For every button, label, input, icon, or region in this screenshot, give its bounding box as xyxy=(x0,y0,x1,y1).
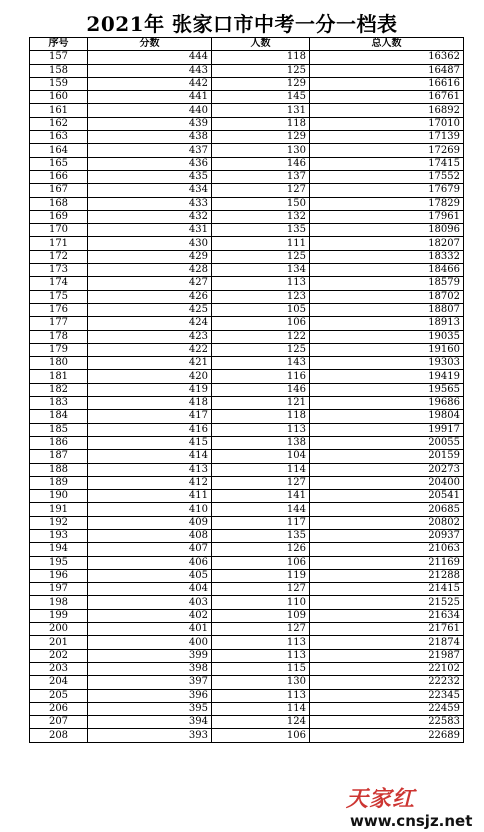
cell-seq: 185 xyxy=(30,423,88,436)
table-row xyxy=(30,543,464,556)
cell-score: 432 xyxy=(88,210,212,223)
cell-seq: 162 xyxy=(30,117,88,130)
cell-seq: 178 xyxy=(30,330,88,343)
table-row xyxy=(30,91,464,104)
cell-total: 17269 xyxy=(310,144,464,157)
cell-total: 16487 xyxy=(310,64,464,77)
header-score: 分数 xyxy=(88,38,212,51)
table-header xyxy=(30,38,464,51)
cell-seq: 168 xyxy=(30,197,88,210)
cell-total: 18807 xyxy=(310,303,464,316)
cell-total: 18207 xyxy=(310,237,464,250)
table-row xyxy=(30,237,464,250)
cell-score: 435 xyxy=(88,170,212,183)
cell-count: 122 xyxy=(212,330,310,343)
cell-count: 106 xyxy=(212,729,310,742)
table-row xyxy=(30,357,464,370)
cell-seq: 183 xyxy=(30,397,88,410)
cell-seq: 188 xyxy=(30,463,88,476)
table-row xyxy=(30,649,464,662)
cell-count: 129 xyxy=(212,77,310,90)
table-body xyxy=(30,51,464,742)
table-row xyxy=(30,476,464,489)
cell-score: 394 xyxy=(88,716,212,729)
cell-total: 17010 xyxy=(310,117,464,130)
cell-count: 104 xyxy=(212,450,310,463)
header-total: 总人数 xyxy=(310,38,464,51)
cell-total: 17552 xyxy=(310,170,464,183)
cell-count: 123 xyxy=(212,290,310,303)
table-row xyxy=(30,450,464,463)
cell-total: 19686 xyxy=(310,397,464,410)
cell-seq: 184 xyxy=(30,410,88,423)
cell-seq: 202 xyxy=(30,649,88,662)
table-row xyxy=(30,676,464,689)
cell-total: 17829 xyxy=(310,197,464,210)
score-table xyxy=(29,37,464,743)
cell-score: 426 xyxy=(88,290,212,303)
cell-count: 125 xyxy=(212,250,310,263)
cell-total: 22459 xyxy=(310,702,464,715)
cell-seq: 164 xyxy=(30,144,88,157)
table-row xyxy=(30,104,464,117)
table-row xyxy=(30,556,464,569)
cell-total: 20273 xyxy=(310,463,464,476)
cell-total: 19565 xyxy=(310,383,464,396)
table-row xyxy=(30,503,464,516)
table-row xyxy=(30,609,464,622)
cell-score: 396 xyxy=(88,689,212,702)
cell-total: 18096 xyxy=(310,224,464,237)
cell-count: 117 xyxy=(212,516,310,529)
cell-score: 440 xyxy=(88,104,212,117)
cell-total: 21874 xyxy=(310,636,464,649)
cell-seq: 181 xyxy=(30,370,88,383)
cell-score: 407 xyxy=(88,543,212,556)
cell-score: 433 xyxy=(88,197,212,210)
cell-count: 118 xyxy=(212,51,310,64)
cell-score: 443 xyxy=(88,64,212,77)
cell-count: 144 xyxy=(212,503,310,516)
cell-count: 137 xyxy=(212,170,310,183)
cell-score: 403 xyxy=(88,596,212,609)
cell-seq: 204 xyxy=(30,676,88,689)
cell-total: 20400 xyxy=(310,476,464,489)
cell-count: 145 xyxy=(212,91,310,104)
table-row xyxy=(30,529,464,542)
cell-total: 22345 xyxy=(310,689,464,702)
table-row xyxy=(30,596,464,609)
cell-seq: 189 xyxy=(30,476,88,489)
cell-seq: 200 xyxy=(30,623,88,636)
cell-seq: 194 xyxy=(30,543,88,556)
cell-seq: 192 xyxy=(30,516,88,529)
cell-total: 20685 xyxy=(310,503,464,516)
cell-count: 121 xyxy=(212,397,310,410)
cell-score: 421 xyxy=(88,357,212,370)
cell-score: 420 xyxy=(88,370,212,383)
cell-count: 130 xyxy=(212,676,310,689)
table-row xyxy=(30,157,464,170)
cell-score: 418 xyxy=(88,397,212,410)
cell-total: 20055 xyxy=(310,436,464,449)
table-row xyxy=(30,277,464,290)
cell-score: 419 xyxy=(88,383,212,396)
cell-score: 397 xyxy=(88,676,212,689)
cell-count: 113 xyxy=(212,689,310,702)
cell-score: 434 xyxy=(88,184,212,197)
cell-count: 110 xyxy=(212,596,310,609)
cell-score: 404 xyxy=(88,583,212,596)
cell-score: 411 xyxy=(88,490,212,503)
cell-count: 106 xyxy=(212,317,310,330)
cell-score: 400 xyxy=(88,636,212,649)
header-count: 人数 xyxy=(212,38,310,51)
table-row xyxy=(30,264,464,277)
cell-seq: 158 xyxy=(30,64,88,77)
table-row xyxy=(30,184,464,197)
cell-score: 431 xyxy=(88,224,212,237)
cell-seq: 201 xyxy=(30,636,88,649)
cell-total: 18466 xyxy=(310,264,464,277)
cell-total: 16362 xyxy=(310,51,464,64)
cell-total: 22232 xyxy=(310,676,464,689)
cell-seq: 203 xyxy=(30,662,88,675)
cell-score: 438 xyxy=(88,131,212,144)
cell-seq: 198 xyxy=(30,596,88,609)
table-row xyxy=(30,131,464,144)
cell-count: 124 xyxy=(212,716,310,729)
cell-total: 19303 xyxy=(310,357,464,370)
cell-score: 422 xyxy=(88,343,212,356)
table-row xyxy=(30,583,464,596)
cell-total: 20541 xyxy=(310,490,464,503)
cell-seq: 205 xyxy=(30,689,88,702)
cell-score: 423 xyxy=(88,330,212,343)
cell-total: 21634 xyxy=(310,609,464,622)
cell-seq: 195 xyxy=(30,556,88,569)
cell-count: 119 xyxy=(212,569,310,582)
table-row xyxy=(30,170,464,183)
cell-score: 409 xyxy=(88,516,212,529)
table-row xyxy=(30,636,464,649)
cell-score: 398 xyxy=(88,662,212,675)
table-row xyxy=(30,330,464,343)
cell-seq: 173 xyxy=(30,264,88,277)
cell-score: 408 xyxy=(88,529,212,542)
cell-count: 129 xyxy=(212,131,310,144)
site-watermark xyxy=(336,778,484,832)
cell-count: 135 xyxy=(212,529,310,542)
table-row xyxy=(30,463,464,476)
watermark-url: www.cnsjz.net xyxy=(350,812,473,830)
cell-total: 21288 xyxy=(310,569,464,582)
cell-score: 415 xyxy=(88,436,212,449)
cell-count: 114 xyxy=(212,463,310,476)
cell-seq: 170 xyxy=(30,224,88,237)
table-row xyxy=(30,303,464,316)
table-row xyxy=(30,702,464,715)
cell-total: 21761 xyxy=(310,623,464,636)
cell-count: 127 xyxy=(212,184,310,197)
cell-score: 413 xyxy=(88,463,212,476)
cell-count: 105 xyxy=(212,303,310,316)
cell-seq: 207 xyxy=(30,716,88,729)
cell-count: 114 xyxy=(212,702,310,715)
cell-score: 439 xyxy=(88,117,212,130)
cell-score: 429 xyxy=(88,250,212,263)
table-row xyxy=(30,210,464,223)
cell-count: 113 xyxy=(212,636,310,649)
cell-count: 109 xyxy=(212,609,310,622)
cell-total: 22583 xyxy=(310,716,464,729)
cell-total: 19917 xyxy=(310,423,464,436)
table-row xyxy=(30,290,464,303)
cell-count: 113 xyxy=(212,649,310,662)
table-row xyxy=(30,197,464,210)
cell-seq: 161 xyxy=(30,104,88,117)
cell-count: 127 xyxy=(212,583,310,596)
header-row xyxy=(30,38,464,51)
cell-total: 19419 xyxy=(310,370,464,383)
cell-score: 442 xyxy=(88,77,212,90)
cell-score: 401 xyxy=(88,623,212,636)
table-row xyxy=(30,117,464,130)
cell-seq: 163 xyxy=(30,131,88,144)
cell-count: 146 xyxy=(212,157,310,170)
watermark-logo: 天家红 xyxy=(346,786,416,812)
cell-seq: 169 xyxy=(30,210,88,223)
cell-score: 395 xyxy=(88,702,212,715)
table-row xyxy=(30,317,464,330)
table-row xyxy=(30,383,464,396)
cell-count: 125 xyxy=(212,343,310,356)
cell-total: 22689 xyxy=(310,729,464,742)
cell-seq: 160 xyxy=(30,91,88,104)
cell-total: 21415 xyxy=(310,583,464,596)
cell-seq: 193 xyxy=(30,529,88,542)
cell-seq: 167 xyxy=(30,184,88,197)
cell-count: 113 xyxy=(212,277,310,290)
table-row xyxy=(30,51,464,64)
cell-total: 19804 xyxy=(310,410,464,423)
cell-score: 428 xyxy=(88,264,212,277)
cell-seq: 176 xyxy=(30,303,88,316)
cell-count: 127 xyxy=(212,476,310,489)
cell-count: 150 xyxy=(212,197,310,210)
cell-count: 125 xyxy=(212,64,310,77)
table-row xyxy=(30,716,464,729)
cell-total: 18332 xyxy=(310,250,464,263)
cell-seq: 171 xyxy=(30,237,88,250)
cell-count: 143 xyxy=(212,357,310,370)
cell-count: 134 xyxy=(212,264,310,277)
cell-total: 21525 xyxy=(310,596,464,609)
page-title: 2021年 张家口市中考一分一档表 xyxy=(86,12,398,36)
cell-total: 20802 xyxy=(310,516,464,529)
cell-score: 437 xyxy=(88,144,212,157)
cell-count: 118 xyxy=(212,117,310,130)
cell-count: 141 xyxy=(212,490,310,503)
cell-score: 414 xyxy=(88,450,212,463)
cell-count: 146 xyxy=(212,383,310,396)
cell-seq: 172 xyxy=(30,250,88,263)
cell-score: 412 xyxy=(88,476,212,489)
table-row xyxy=(30,436,464,449)
cell-seq: 187 xyxy=(30,450,88,463)
cell-seq: 199 xyxy=(30,609,88,622)
cell-count: 116 xyxy=(212,370,310,383)
cell-score: 444 xyxy=(88,51,212,64)
cell-score: 405 xyxy=(88,569,212,582)
table-row xyxy=(30,144,464,157)
cell-seq: 186 xyxy=(30,436,88,449)
table-row xyxy=(30,224,464,237)
table-row xyxy=(30,662,464,675)
cell-seq: 208 xyxy=(30,729,88,742)
cell-score: 430 xyxy=(88,237,212,250)
cell-seq: 197 xyxy=(30,583,88,596)
cell-score: 406 xyxy=(88,556,212,569)
header-seq: 序号 xyxy=(30,38,88,51)
cell-total: 17139 xyxy=(310,131,464,144)
cell-total: 22102 xyxy=(310,662,464,675)
cell-seq: 157 xyxy=(30,51,88,64)
cell-total: 16892 xyxy=(310,104,464,117)
table-row xyxy=(30,729,464,742)
cell-score: 441 xyxy=(88,91,212,104)
cell-seq: 159 xyxy=(30,77,88,90)
cell-count: 106 xyxy=(212,556,310,569)
table-row xyxy=(30,64,464,77)
cell-score: 417 xyxy=(88,410,212,423)
cell-count: 126 xyxy=(212,543,310,556)
cell-total: 18702 xyxy=(310,290,464,303)
cell-seq: 196 xyxy=(30,569,88,582)
cell-score: 427 xyxy=(88,277,212,290)
cell-score: 425 xyxy=(88,303,212,316)
table-row xyxy=(30,569,464,582)
cell-total: 16616 xyxy=(310,77,464,90)
table-row xyxy=(30,250,464,263)
table-row xyxy=(30,516,464,529)
cell-total: 21987 xyxy=(310,649,464,662)
cell-seq: 175 xyxy=(30,290,88,303)
cell-score: 399 xyxy=(88,649,212,662)
cell-count: 131 xyxy=(212,104,310,117)
cell-seq: 165 xyxy=(30,157,88,170)
cell-score: 393 xyxy=(88,729,212,742)
cell-total: 17415 xyxy=(310,157,464,170)
table-row xyxy=(30,77,464,90)
cell-count: 118 xyxy=(212,410,310,423)
table-row xyxy=(30,623,464,636)
cell-score: 402 xyxy=(88,609,212,622)
table-row xyxy=(30,423,464,436)
cell-count: 130 xyxy=(212,144,310,157)
cell-count: 127 xyxy=(212,623,310,636)
cell-total: 21169 xyxy=(310,556,464,569)
cell-total: 19035 xyxy=(310,330,464,343)
cell-seq: 191 xyxy=(30,503,88,516)
cell-total: 18913 xyxy=(310,317,464,330)
cell-total: 17679 xyxy=(310,184,464,197)
cell-total: 19160 xyxy=(310,343,464,356)
table-row xyxy=(30,410,464,423)
cell-count: 138 xyxy=(212,436,310,449)
cell-score: 424 xyxy=(88,317,212,330)
cell-total: 20159 xyxy=(310,450,464,463)
table-row xyxy=(30,397,464,410)
table-row xyxy=(30,343,464,356)
cell-count: 113 xyxy=(212,423,310,436)
cell-count: 111 xyxy=(212,237,310,250)
cell-total: 18579 xyxy=(310,277,464,290)
table-row xyxy=(30,490,464,503)
table-row xyxy=(30,370,464,383)
cell-seq: 179 xyxy=(30,343,88,356)
cell-total: 16761 xyxy=(310,91,464,104)
cell-score: 436 xyxy=(88,157,212,170)
cell-seq: 182 xyxy=(30,383,88,396)
cell-count: 135 xyxy=(212,224,310,237)
table-row xyxy=(30,689,464,702)
cell-seq: 174 xyxy=(30,277,88,290)
cell-count: 115 xyxy=(212,662,310,675)
cell-seq: 166 xyxy=(30,170,88,183)
cell-seq: 180 xyxy=(30,357,88,370)
cell-seq: 206 xyxy=(30,702,88,715)
cell-seq: 177 xyxy=(30,317,88,330)
cell-total: 20937 xyxy=(310,529,464,542)
cell-total: 17961 xyxy=(310,210,464,223)
cell-seq: 190 xyxy=(30,490,88,503)
cell-count: 132 xyxy=(212,210,310,223)
cell-score: 416 xyxy=(88,423,212,436)
cell-total: 21063 xyxy=(310,543,464,556)
cell-score: 410 xyxy=(88,503,212,516)
